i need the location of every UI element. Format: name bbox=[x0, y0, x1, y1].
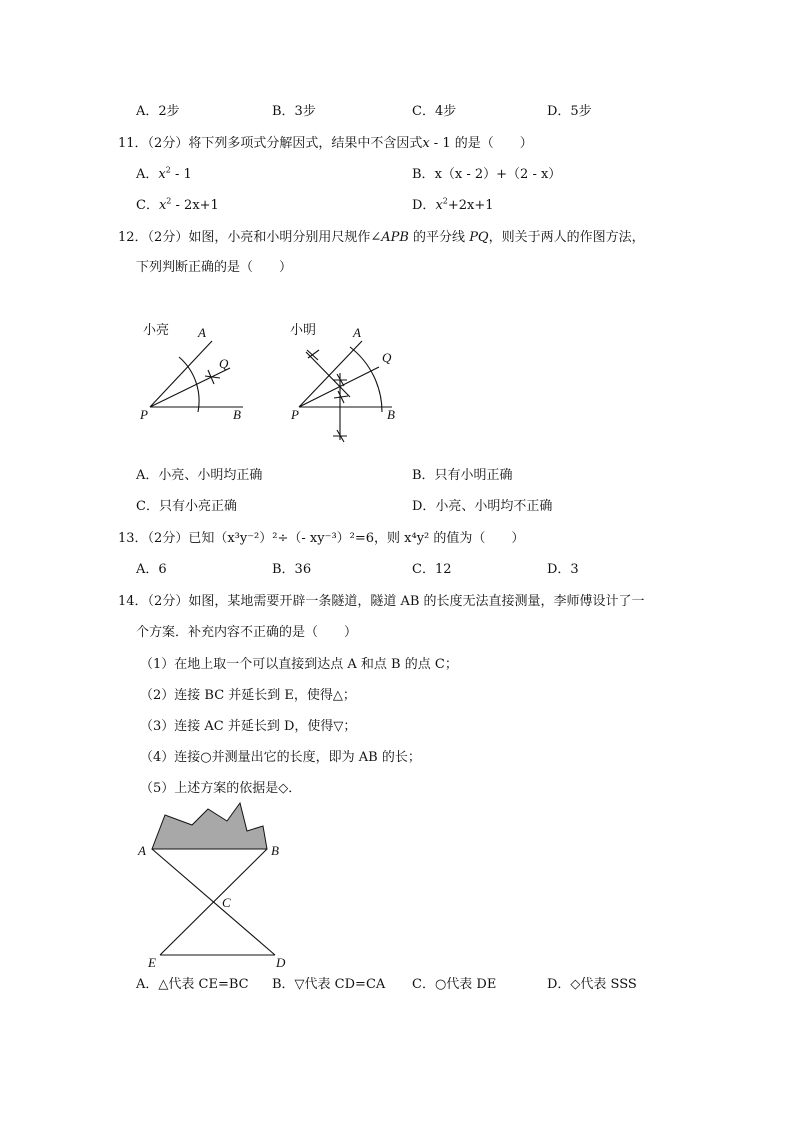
q11-option-b-expr: x（x - 2）+（2 - x） bbox=[434, 167, 562, 182]
q11-option-a-var: x bbox=[158, 167, 166, 182]
q12-option-c: C．只有小亮正确 bbox=[136, 499, 237, 514]
label-d: D bbox=[276, 955, 286, 970]
q11-option-b-label: B． bbox=[412, 167, 435, 182]
q12-option-a: A．小亮、小明均正确 bbox=[136, 468, 263, 483]
q11-option-c-var: x bbox=[158, 198, 167, 213]
q12-stem-part-b: 的平分线 bbox=[408, 230, 470, 245]
q14-step-2: （2）连接 BC 并延长到 E，使得△； bbox=[140, 688, 356, 703]
label-b: B bbox=[233, 407, 241, 422]
label-p: P bbox=[291, 407, 299, 422]
q13-stem: 13．（2分）已知（x³y⁻²）²÷（- xy⁻³）²=6，则 x⁴y² 的值为（ ） bbox=[118, 531, 525, 546]
q14-step-3: （3）连接 AC 并延长到 D，使得▽； bbox=[140, 719, 357, 734]
q11-option-c-exp: 2 bbox=[166, 196, 172, 206]
q11-option-c-rest: - 2x+1 bbox=[171, 198, 219, 213]
q12-stem-part-c: ，则关于两人的作图方法， bbox=[488, 230, 645, 245]
q14-option-d: D．◇代表 SSS bbox=[547, 977, 637, 992]
q12-option-b: B．只有小明正确 bbox=[412, 468, 513, 483]
q12-option-d: D．小亮、小明均不正确 bbox=[412, 499, 553, 514]
q11-option-d-rest: +2x+1 bbox=[447, 198, 494, 213]
q12-stem-line2: 下列判断正确的是（ ） bbox=[136, 260, 293, 275]
label-q: Q bbox=[219, 356, 229, 371]
q13-option-b: B．36 bbox=[272, 562, 312, 577]
q12-stem-pq: PQ bbox=[469, 230, 489, 245]
xiaoming-title: 小明 bbox=[290, 322, 317, 337]
label-e: E bbox=[148, 955, 156, 970]
q11-option-d-var: x bbox=[435, 198, 443, 213]
xiaoliang-title: 小亮 bbox=[143, 322, 170, 337]
q11-stem-var: x bbox=[422, 136, 430, 151]
q14-option-b: B．▽代表 CD=CA bbox=[272, 977, 386, 992]
label-b: B bbox=[387, 407, 395, 422]
q11-option-c-label: C． bbox=[136, 198, 159, 213]
q13-option-c: C．12 bbox=[412, 562, 452, 577]
q12-stem-part-a: 12．（2分）如图，小亮和小明分别用尺规作∠ bbox=[118, 230, 382, 245]
q14-step-1: （1）在地上取一个可以直接到达点 A 和点 B 的点 C； bbox=[140, 657, 458, 672]
q11-option-a-label: A． bbox=[136, 167, 159, 182]
q10-option-a: A．2步 bbox=[136, 104, 180, 119]
q14-stem-line2: 个方案．补充内容不正确的是（ ） bbox=[136, 625, 358, 640]
q11-option-d-label: D． bbox=[412, 198, 436, 213]
label-b: B bbox=[271, 843, 279, 858]
q14-step-4: （4）连接○并测量出它的长度，即为 AB 的长； bbox=[140, 750, 421, 765]
q11-option-a-exp: 2 bbox=[165, 165, 171, 175]
q14-stem-line1: 14．（2分）如图，某地需要开辟一条隧道，隧道 AB 的长度无法直接测量，李师傅设计了一 bbox=[118, 594, 645, 609]
q11-option-d-exp: 2 bbox=[442, 196, 448, 206]
q13-option-d: D．3 bbox=[547, 562, 579, 577]
label-c: C bbox=[222, 895, 231, 910]
q11-stem-rest: - 1 的是（ ） bbox=[429, 136, 533, 151]
label-p: P bbox=[140, 407, 148, 422]
segment-be bbox=[160, 849, 267, 955]
label-q: Q bbox=[382, 350, 392, 365]
q10-option-c: C．4步 bbox=[412, 104, 457, 119]
q12-stem-angle: APB bbox=[381, 230, 409, 245]
mountain-shape bbox=[152, 803, 267, 849]
q10-option-b: B．3步 bbox=[272, 104, 316, 119]
q14-option-c: C．○代表 DE bbox=[412, 977, 497, 992]
q11-stem-text: 11．（2分）将下列多项式分解因式，结果中不含因式 bbox=[118, 136, 423, 151]
label-a: A bbox=[198, 325, 206, 340]
q11-option-a-rest: - 1 bbox=[170, 167, 192, 182]
q10-option-d: D．5步 bbox=[547, 104, 592, 119]
label-a: A bbox=[138, 843, 146, 858]
q13-option-a: A．6 bbox=[136, 562, 167, 577]
label-a: A bbox=[353, 325, 361, 340]
q14-step-5: （5）上述方案的依据是◇． bbox=[140, 781, 302, 796]
q14-option-a: A．△代表 CE=BC bbox=[136, 977, 249, 992]
